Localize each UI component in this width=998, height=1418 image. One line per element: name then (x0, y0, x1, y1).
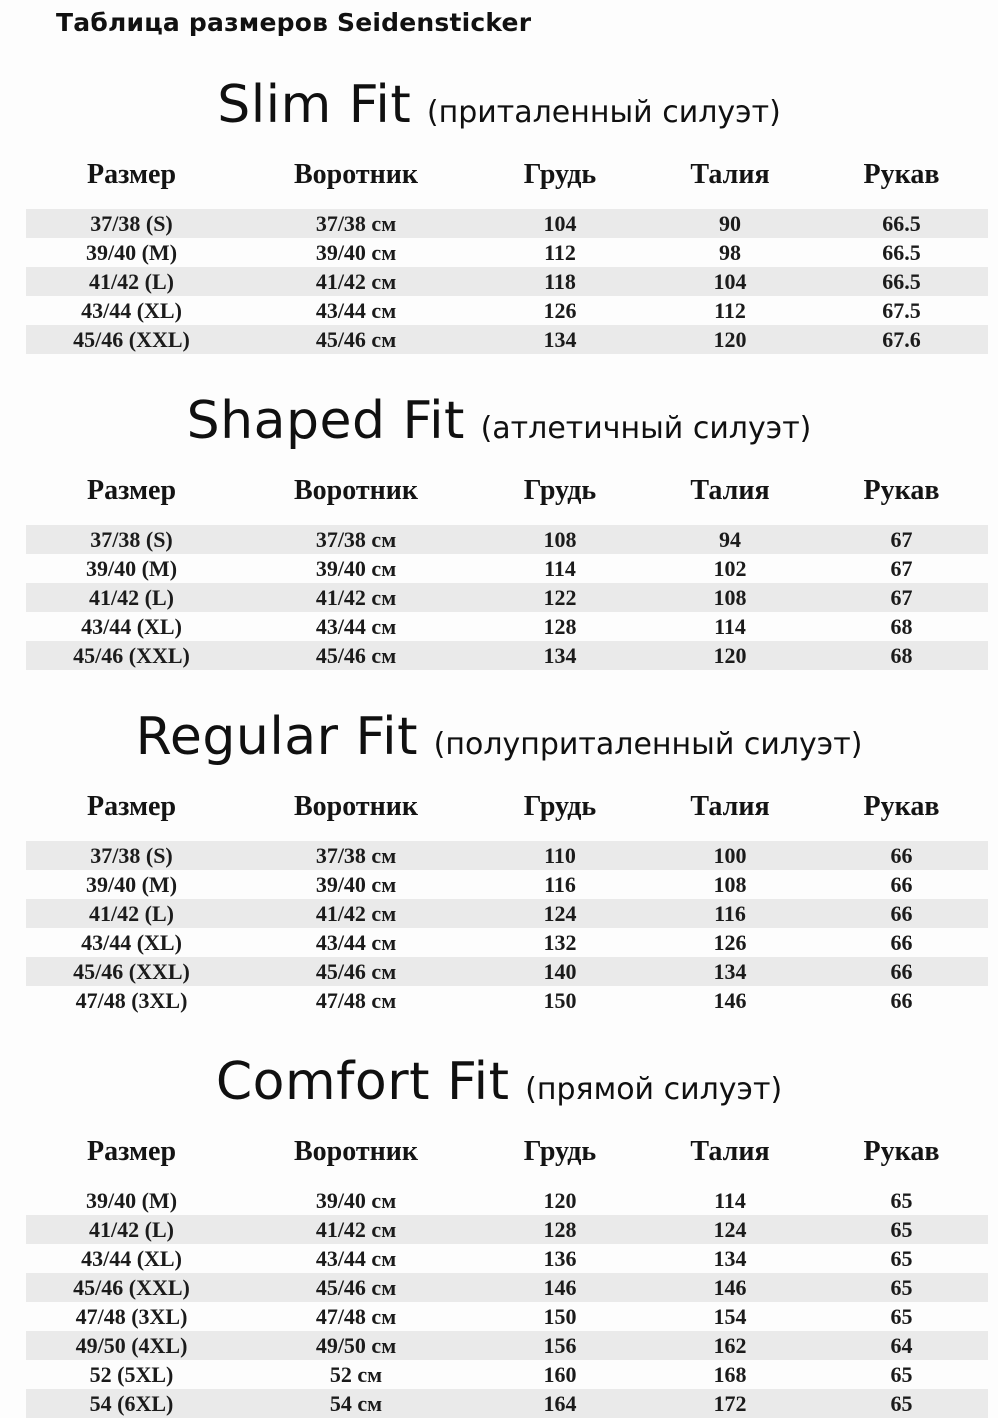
table-cell: 54 (6XL) (89, 1391, 174, 1416)
table-cell: 41/42 (L) (89, 1217, 174, 1242)
table-row (26, 1244, 988, 1273)
table-cell: 116 (714, 901, 746, 926)
table-cell: 45/46 (XXL) (73, 959, 190, 984)
table-cell: 126 (713, 930, 747, 955)
column-header: Размер (86, 475, 177, 506)
table-cell: 41/42 см (315, 901, 397, 926)
table-cell: 39/40 см (315, 556, 397, 581)
table-cell: 128 (543, 1217, 577, 1242)
size-table (26, 473, 988, 670)
table-cell: 120 (713, 643, 747, 668)
table-row (26, 525, 988, 554)
table-cell: 94 (719, 527, 741, 552)
table-cell: 68 (890, 614, 913, 639)
table-cell: 160 (543, 1362, 577, 1387)
table-cell: 66 (890, 901, 913, 926)
table-cell: 108 (713, 872, 747, 897)
table-cell: 100 (713, 843, 747, 868)
table-cell: 67.5 (882, 298, 921, 323)
table-cell: 64 (890, 1333, 913, 1358)
table-cell: 37/38 (S) (90, 211, 173, 236)
table-cell: 65 (890, 1188, 913, 1213)
table-cell: 67 (890, 556, 913, 581)
table-cell: 136 (543, 1246, 577, 1271)
table-cell: 98 (719, 240, 741, 265)
table-cell: 39/40 см (315, 1188, 397, 1213)
table-row (26, 296, 988, 325)
column-header: Грудь (523, 159, 597, 190)
table-cell: 66.5 (882, 211, 921, 236)
size-table (26, 1134, 988, 1418)
table-cell: 154 (713, 1304, 747, 1329)
table-cell: 49/50 см (315, 1333, 397, 1358)
table-cell: 39/40 (M) (85, 1188, 178, 1213)
fit-section (0, 1053, 998, 1418)
fit-sections-container (0, 76, 998, 1418)
table-cell: 45/46 (XXL) (73, 643, 190, 668)
table-row (26, 899, 988, 928)
table-cell: 41/42 см (315, 269, 397, 294)
table-row (26, 209, 988, 238)
section-title (0, 76, 998, 143)
table-cell: 43/44 см (315, 930, 397, 955)
table-cell: 90 (719, 211, 741, 236)
table-cell: 43/44 (XL) (81, 930, 182, 955)
table-cell: 140 (543, 959, 577, 984)
table-cell: 65 (890, 1304, 913, 1329)
table-row (26, 325, 988, 354)
table-cell: 65 (890, 1391, 913, 1416)
table-cell: 124 (713, 1217, 747, 1242)
table-cell: 68 (890, 643, 913, 668)
table-cell: 104 (713, 269, 747, 294)
section-title-en: Shaped Fit (186, 391, 465, 451)
table-cell: 65 (890, 1362, 913, 1387)
table-cell: 66 (890, 872, 913, 897)
section-title-ru: (приталенный силуэт) (426, 95, 781, 130)
section-title-ru: (атлетичный силуэт) (480, 411, 812, 446)
table-row (26, 1273, 988, 1302)
fit-section (0, 76, 998, 354)
column-header: Грудь (523, 791, 597, 822)
table-cell: 39/40 см (315, 240, 397, 265)
table-cell: 66 (890, 959, 913, 984)
table-row (26, 957, 988, 986)
table-cell: 172 (713, 1391, 747, 1416)
table-cell: 37/38 см (315, 211, 397, 236)
table-cell: 41/42 (L) (89, 585, 174, 610)
table-cell: 43/44 см (315, 614, 397, 639)
table-cell: 67 (890, 527, 913, 552)
table-row (26, 1331, 988, 1360)
table-cell: 66 (890, 930, 913, 955)
table-cell: 134 (543, 327, 577, 352)
table-cell: 150 (543, 1304, 577, 1329)
table-cell: 110 (544, 843, 576, 868)
column-header: Рукав (863, 1136, 940, 1167)
table-cell: 134 (543, 643, 577, 668)
table-cell: 37/38 (S) (90, 843, 173, 868)
column-header: Грудь (523, 475, 597, 506)
table-cell: 120 (543, 1188, 577, 1213)
column-header: Талия (690, 159, 770, 190)
table-cell: 45/46 (XXL) (73, 1275, 190, 1300)
column-header: Воротник (293, 791, 419, 822)
table-cell: 47/48 см (315, 988, 397, 1013)
table-cell: 134 (713, 959, 747, 984)
header-row (26, 473, 988, 525)
column-header: Размер (86, 791, 177, 822)
table-cell: 45/46 см (315, 327, 397, 352)
column-header: Рукав (863, 791, 940, 822)
table-row (26, 641, 988, 670)
table-cell: 45/46 см (315, 1275, 397, 1300)
section-title-ru: (прямой силуэт) (525, 1072, 783, 1107)
size-table (26, 157, 988, 354)
header-row (26, 157, 988, 209)
table-row (26, 870, 988, 899)
table-cell: 118 (544, 269, 576, 294)
table-cell: 37/38 (S) (90, 527, 173, 552)
table-row (26, 986, 988, 1015)
table-cell: 52 см (329, 1362, 383, 1387)
table-cell: 43/44 см (315, 1246, 397, 1271)
section-title (0, 708, 998, 775)
table-row (26, 554, 988, 583)
table-cell: 45/46 см (315, 643, 397, 668)
table-cell: 37/38 см (315, 843, 397, 868)
table-cell: 146 (543, 1275, 577, 1300)
table-row (26, 612, 988, 641)
table-cell: 67 (890, 585, 913, 610)
table-cell: 108 (713, 585, 747, 610)
fit-section (0, 708, 998, 1015)
table-cell: 132 (543, 930, 577, 955)
column-header: Воротник (293, 159, 419, 190)
table-cell: 116 (544, 872, 576, 897)
table-cell: 134 (713, 1246, 747, 1271)
table-cell: 146 (713, 1275, 747, 1300)
table-row (26, 238, 988, 267)
column-header: Размер (86, 159, 177, 190)
table-cell: 114 (714, 1188, 746, 1213)
size-table (26, 789, 988, 1015)
table-row (26, 928, 988, 957)
table-cell: 43/44 см (315, 298, 397, 323)
table-cell: 114 (714, 614, 746, 639)
table-cell: 150 (543, 988, 577, 1013)
table-row (26, 1360, 988, 1389)
table-row (26, 1215, 988, 1244)
section-title-en: Regular Fit (135, 707, 419, 767)
column-header: Талия (690, 791, 770, 822)
column-header: Талия (690, 1136, 770, 1167)
table-cell: 41/42 (L) (89, 269, 174, 294)
table-cell: 39/40 (M) (85, 556, 178, 581)
table-cell: 108 (543, 527, 577, 552)
table-cell: 156 (543, 1333, 577, 1358)
table-cell: 164 (543, 1391, 577, 1416)
table-cell: 120 (713, 327, 747, 352)
column-header: Талия (690, 475, 770, 506)
table-cell: 39/40 (M) (85, 872, 178, 897)
section-title (0, 392, 998, 459)
table-cell: 128 (543, 614, 577, 639)
table-cell: 45/46 см (315, 959, 397, 984)
table-cell: 47/48 (3XL) (75, 988, 188, 1013)
table-cell: 66 (890, 988, 913, 1013)
table-cell: 65 (890, 1217, 913, 1242)
section-title (0, 1053, 998, 1120)
table-cell: 102 (713, 556, 747, 581)
table-cell: 41/42 см (315, 585, 397, 610)
table-row (26, 583, 988, 612)
table-cell: 112 (714, 298, 746, 323)
table-cell: 43/44 (XL) (81, 614, 182, 639)
table-cell: 43/44 (XL) (81, 1246, 182, 1271)
table-row (26, 1302, 988, 1331)
table-cell: 104 (543, 211, 577, 236)
section-title-en: Slim Fit (217, 75, 412, 135)
table-cell: 112 (544, 240, 576, 265)
table-cell: 54 см (329, 1391, 383, 1416)
table-cell: 39/40 (M) (85, 240, 178, 265)
table-cell: 65 (890, 1246, 913, 1271)
table-cell: 66.5 (882, 269, 921, 294)
table-row (26, 1186, 988, 1215)
table-row (26, 267, 988, 296)
table-cell: 122 (543, 585, 577, 610)
table-cell: 65 (890, 1275, 913, 1300)
table-cell: 41/42 см (315, 1217, 397, 1242)
column-header: Воротник (293, 1136, 419, 1167)
table-cell: 114 (544, 556, 576, 581)
table-cell: 146 (713, 988, 747, 1013)
table-cell: 41/42 (L) (89, 901, 174, 926)
column-header: Воротник (293, 475, 419, 506)
page-title: Таблица размеров Seidensticker (56, 8, 532, 37)
table-cell: 66.5 (882, 240, 921, 265)
section-title-ru: (полуприталенный силуэт) (433, 727, 863, 762)
table-cell: 45/46 (XXL) (73, 327, 190, 352)
column-header: Рукав (863, 159, 940, 190)
table-cell: 39/40 см (315, 872, 397, 897)
column-header: Рукав (863, 475, 940, 506)
table-cell: 47/48 (3XL) (75, 1304, 188, 1329)
table-cell: 43/44 (XL) (81, 298, 182, 323)
table-cell: 126 (543, 298, 577, 323)
header-row (26, 1134, 988, 1186)
table-row (26, 1389, 988, 1418)
table-cell: 47/48 см (315, 1304, 397, 1329)
table-cell: 52 (5XL) (89, 1362, 174, 1387)
header-row (26, 789, 988, 841)
table-cell: 67.6 (882, 327, 921, 352)
column-header: Грудь (523, 1136, 597, 1167)
fit-section (0, 392, 998, 670)
table-row (26, 841, 988, 870)
table-cell: 124 (543, 901, 577, 926)
table-cell: 162 (713, 1333, 747, 1358)
column-header: Размер (86, 1136, 177, 1167)
table-cell: 37/38 см (315, 527, 397, 552)
table-cell: 66 (890, 843, 913, 868)
section-title-en: Comfort Fit (215, 1052, 510, 1112)
table-cell: 168 (713, 1362, 747, 1387)
table-cell: 49/50 (4XL) (75, 1333, 188, 1358)
